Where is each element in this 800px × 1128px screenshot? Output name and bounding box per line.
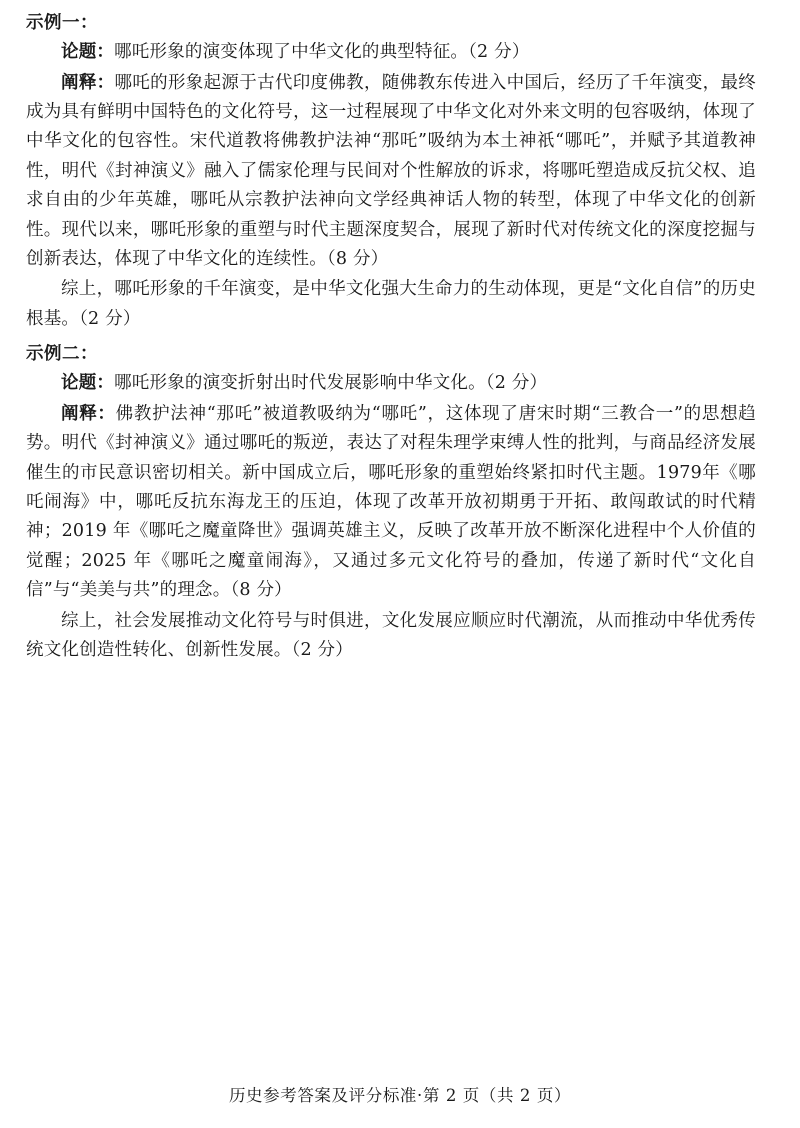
example-one-section — [26, 10, 756, 334]
page-footer: 历史参考答案及评分标准·第 2 页（共 2 页） — [228, 1086, 572, 1105]
section-heading-example-one: 示例一： — [26, 13, 98, 33]
paragraph-text: 综上，哪吒形象的千年演变，是中华文化强大生命力的生动体现，更是“文化自信”的历史根基。（2 分） — [26, 279, 756, 329]
paragraph-conclusion-two — [26, 607, 756, 666]
paragraph-text: 哪吒形象的演变体现了中华文化的典型特征。（2 分） — [114, 42, 530, 63]
paragraph-thesis-two — [26, 369, 756, 398]
paragraph-lead-label: 阐释： — [61, 403, 116, 424]
example-two-section — [26, 341, 756, 665]
paragraph-lead-label: 论题： — [61, 42, 115, 63]
paragraph-explanation-two — [26, 400, 756, 606]
section-heading-example-two: 示例二： — [26, 344, 98, 365]
paragraph-text: 综上，社会发展推动文化符号与时俱进，文化发展应顺应时代潮流，从而推动中华优秀传统文化创造性转化、创新性发展。（2 分） — [26, 610, 756, 660]
paragraph-text: 哪吒的形象起源于古代印度佛教，随佛教东传进入中国后，经历了千年演变，最终成为具有鲜明中国特色的文化符号，这一过程展现了中华文化对外来文明的包容吸纳，体现了中华文化的包容性。宋代道教将佛教护法神“那吒”吸纳为本土神祇“哪吒”，并赋予其道教神性，明代《封神演义》融入了儒家伦理与民间对个性解放的诉求，将哪吒塑造成反抗父权、追求自由的少年英雄，哪吒从宗教护法神向文学经典神话人物的转型，体现了中华文化的创新性。现代以来，哪吒形象的重塑与时代主题深度契合，展现了新时代对传统文化的深度挖掘与创新表达，体现了中华文化的连续性。（8 分） — [26, 72, 756, 269]
paragraph-explanation-one — [26, 69, 756, 275]
paragraph-text: 佛教护法神“那吒”被道教吸纳为“哪吒”，这体现了唐宋时期“三教合一”的思想趋势。明代《封神演义》通过哪吒的叛逆，表达了对程朱理学束缚人性的批判，与商品经济发展催生的市民意识密切相关。新中国成立后，哪吒形象的重塑始终紧扣时代主题。1979年《哪吒闹海》中，哪吒反抗东海龙王的压迫，体现了改革开放初期勇于开拓、敢闯敢试的时代精神；2019 年《哪吒之魔童降世》强调英雄主义，反映了改革开放不断深化进程中个人价值的觉醒；2025 年《哪吒之魔童闹海》，又通过多元文化符号的叠加，传递了新时代“文化自信”与“美美与共”的理念。（8 分） — [26, 403, 756, 601]
paragraph-lead-label: 论题： — [61, 373, 115, 394]
paragraph-text: 哪吒形象的演变折射出时代发展影响中华文化。（2 分） — [114, 373, 548, 394]
paragraph-thesis-one — [26, 38, 756, 67]
paragraph-conclusion-one — [26, 275, 756, 334]
paragraph-lead-label: 阐释： — [61, 72, 115, 93]
